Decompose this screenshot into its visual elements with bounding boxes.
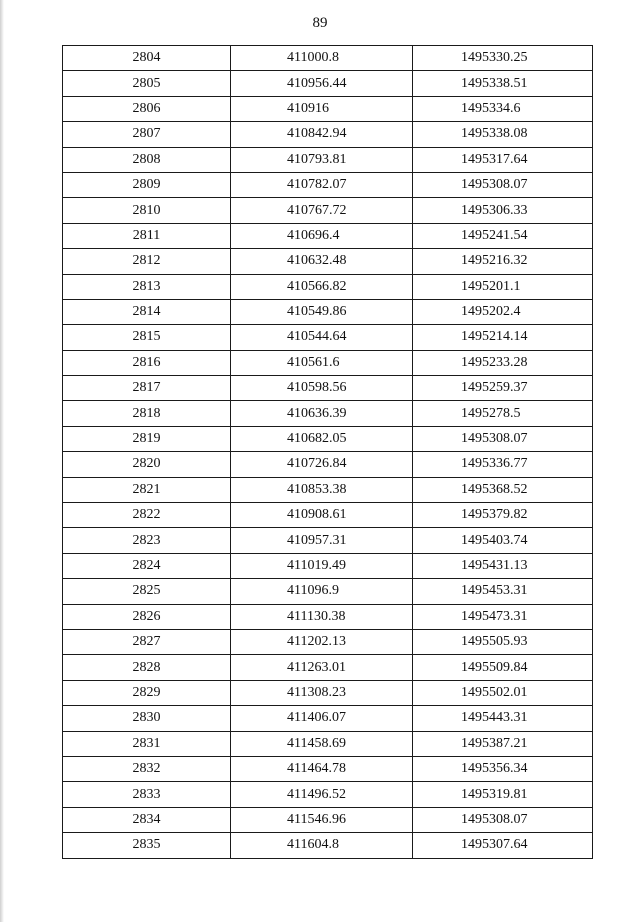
point-number-cell: 2827 <box>63 629 231 654</box>
point-number-cell: 2809 <box>63 172 231 197</box>
point-number-cell: 2831 <box>63 731 231 756</box>
point-number-cell: 2813 <box>63 274 231 299</box>
y-coordinate-cell: 1495308.07 <box>413 172 593 197</box>
y-coordinate-cell: 1495319.81 <box>413 782 593 807</box>
point-number-cell: 2819 <box>63 426 231 451</box>
point-number-cell: 2823 <box>63 528 231 553</box>
x-coordinate-cell: 410696.4 <box>231 223 413 248</box>
point-number-cell: 2804 <box>63 46 231 71</box>
y-coordinate-cell: 1495431.13 <box>413 553 593 578</box>
x-coordinate-cell: 411604.8 <box>231 833 413 858</box>
x-coordinate-cell: 410561.6 <box>231 350 413 375</box>
coordinate-table <box>62 45 593 859</box>
y-coordinate-cell: 1495453.31 <box>413 579 593 604</box>
point-number-cell: 2814 <box>63 299 231 324</box>
y-coordinate-cell: 1495356.34 <box>413 756 593 781</box>
point-number-cell: 2806 <box>63 96 231 121</box>
table-row <box>63 96 593 121</box>
table-row <box>63 350 593 375</box>
table-row <box>63 299 593 324</box>
x-coordinate-cell: 410544.64 <box>231 325 413 350</box>
y-coordinate-cell: 1495330.25 <box>413 46 593 71</box>
y-coordinate-cell: 1495307.64 <box>413 833 593 858</box>
table-row <box>63 46 593 71</box>
y-coordinate-cell: 1495278.5 <box>413 401 593 426</box>
x-coordinate-cell: 410632.48 <box>231 249 413 274</box>
point-number-cell: 2811 <box>63 223 231 248</box>
y-coordinate-cell: 1495308.07 <box>413 807 593 832</box>
y-coordinate-cell: 1495443.31 <box>413 706 593 731</box>
point-number-cell: 2810 <box>63 198 231 223</box>
x-coordinate-cell: 410782.07 <box>231 172 413 197</box>
point-number-cell: 2820 <box>63 452 231 477</box>
table-row <box>63 274 593 299</box>
y-coordinate-cell: 1495473.31 <box>413 604 593 629</box>
x-coordinate-cell: 410793.81 <box>231 147 413 172</box>
point-number-cell: 2833 <box>63 782 231 807</box>
y-coordinate-cell: 1495201.1 <box>413 274 593 299</box>
table-row <box>63 782 593 807</box>
table-row <box>63 503 593 528</box>
y-coordinate-cell: 1495202.4 <box>413 299 593 324</box>
point-number-cell: 2834 <box>63 807 231 832</box>
table-row <box>63 680 593 705</box>
y-coordinate-cell: 1495336.77 <box>413 452 593 477</box>
coordinate-table-body <box>63 46 593 859</box>
y-coordinate-cell: 1495505.93 <box>413 629 593 654</box>
table-row <box>63 376 593 401</box>
x-coordinate-cell: 410956.44 <box>231 71 413 96</box>
table-row <box>63 604 593 629</box>
x-coordinate-cell: 410636.39 <box>231 401 413 426</box>
y-coordinate-cell: 1495338.51 <box>413 71 593 96</box>
x-coordinate-cell: 410908.61 <box>231 503 413 528</box>
x-coordinate-cell: 411546.96 <box>231 807 413 832</box>
y-coordinate-cell: 1495214.14 <box>413 325 593 350</box>
table-row <box>63 147 593 172</box>
y-coordinate-cell: 1495338.08 <box>413 122 593 147</box>
y-coordinate-cell: 1495502.01 <box>413 680 593 705</box>
point-number-cell: 2817 <box>63 376 231 401</box>
table-row <box>63 426 593 451</box>
table-row <box>63 122 593 147</box>
x-coordinate-cell: 410566.82 <box>231 274 413 299</box>
point-number-cell: 2826 <box>63 604 231 629</box>
table-row <box>63 198 593 223</box>
table-row <box>63 172 593 197</box>
y-coordinate-cell: 1495387.21 <box>413 731 593 756</box>
x-coordinate-cell: 411000.8 <box>231 46 413 71</box>
y-coordinate-cell: 1495368.52 <box>413 477 593 502</box>
point-number-cell: 2821 <box>63 477 231 502</box>
point-number-cell: 2828 <box>63 655 231 680</box>
x-coordinate-cell: 411019.49 <box>231 553 413 578</box>
x-coordinate-cell: 410957.31 <box>231 528 413 553</box>
table-row <box>63 249 593 274</box>
y-coordinate-cell: 1495216.32 <box>413 249 593 274</box>
point-number-cell: 2807 <box>63 122 231 147</box>
table-row <box>63 579 593 604</box>
x-coordinate-cell: 411130.38 <box>231 604 413 629</box>
x-coordinate-cell: 411263.01 <box>231 655 413 680</box>
table-row <box>63 756 593 781</box>
y-coordinate-cell: 1495306.33 <box>413 198 593 223</box>
point-number-cell: 2805 <box>63 71 231 96</box>
x-coordinate-cell: 411096.9 <box>231 579 413 604</box>
table-row <box>63 655 593 680</box>
table-row <box>63 833 593 858</box>
y-coordinate-cell: 1495233.28 <box>413 350 593 375</box>
point-number-cell: 2816 <box>63 350 231 375</box>
table-row <box>63 807 593 832</box>
x-coordinate-cell: 411464.78 <box>231 756 413 781</box>
table-row <box>63 223 593 248</box>
point-number-cell: 2818 <box>63 401 231 426</box>
point-number-cell: 2815 <box>63 325 231 350</box>
scan-edge-shadow <box>0 0 4 922</box>
x-coordinate-cell: 410549.86 <box>231 299 413 324</box>
table-row <box>63 629 593 654</box>
table-row <box>63 477 593 502</box>
point-number-cell: 2829 <box>63 680 231 705</box>
y-coordinate-cell: 1495317.64 <box>413 147 593 172</box>
table-row <box>63 452 593 477</box>
y-coordinate-cell: 1495259.37 <box>413 376 593 401</box>
y-coordinate-cell: 1495334.6 <box>413 96 593 121</box>
x-coordinate-cell: 411202.13 <box>231 629 413 654</box>
x-coordinate-cell: 410916 <box>231 96 413 121</box>
x-coordinate-cell: 410726.84 <box>231 452 413 477</box>
x-coordinate-cell: 411496.52 <box>231 782 413 807</box>
point-number-cell: 2824 <box>63 553 231 578</box>
page-number: 89 <box>312 15 328 31</box>
table-row <box>63 528 593 553</box>
x-coordinate-cell: 411308.23 <box>231 680 413 705</box>
y-coordinate-cell: 1495509.84 <box>413 655 593 680</box>
y-coordinate-cell: 1495308.07 <box>413 426 593 451</box>
point-number-cell: 2808 <box>63 147 231 172</box>
table-row <box>63 731 593 756</box>
table-row <box>63 325 593 350</box>
x-coordinate-cell: 410682.05 <box>231 426 413 451</box>
x-coordinate-cell: 410767.72 <box>231 198 413 223</box>
point-number-cell: 2832 <box>63 756 231 781</box>
x-coordinate-cell: 410598.56 <box>231 376 413 401</box>
point-number-cell: 2835 <box>63 833 231 858</box>
point-number-cell: 2825 <box>63 579 231 604</box>
point-number-cell: 2830 <box>63 706 231 731</box>
x-coordinate-cell: 411406.07 <box>231 706 413 731</box>
y-coordinate-cell: 1495403.74 <box>413 528 593 553</box>
point-number-cell: 2812 <box>63 249 231 274</box>
x-coordinate-cell: 411458.69 <box>231 731 413 756</box>
x-coordinate-cell: 410842.94 <box>231 122 413 147</box>
x-coordinate-cell: 410853.38 <box>231 477 413 502</box>
table-row <box>63 553 593 578</box>
y-coordinate-cell: 1495241.54 <box>413 223 593 248</box>
y-coordinate-cell: 1495379.82 <box>413 503 593 528</box>
table-row <box>63 401 593 426</box>
point-number-cell: 2822 <box>63 503 231 528</box>
table-row <box>63 71 593 96</box>
table-row <box>63 706 593 731</box>
